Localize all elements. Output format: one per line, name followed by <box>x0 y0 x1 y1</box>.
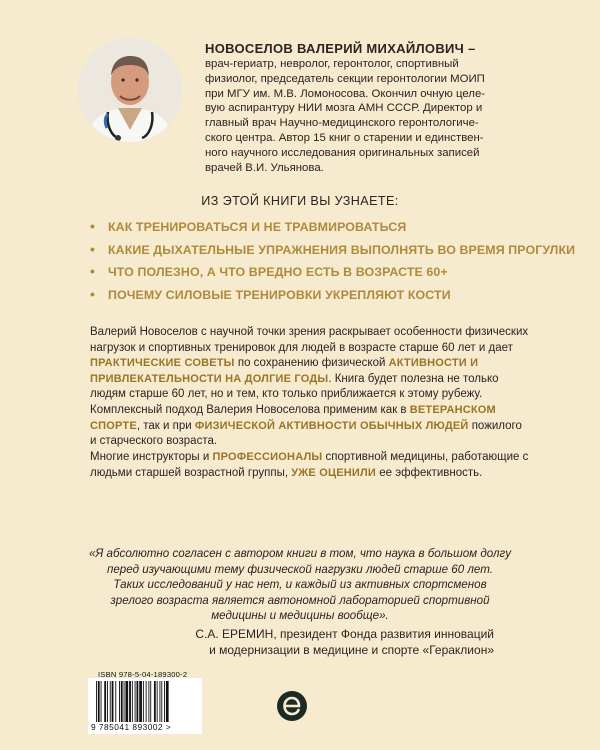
barcode-bar <box>146 681 147 722</box>
author-portrait <box>78 38 182 142</box>
author-bio-line: врач-гериатр, невролог, геронтолог, спортивный <box>205 58 459 70</box>
quote-author <box>70 626 494 658</box>
barcode-bar <box>159 681 160 722</box>
barcode-bar <box>132 681 133 722</box>
barcode-bar <box>98 681 100 722</box>
learn-item-text: ЧТО ПОЛЕЗНО, А ЧТО ВРЕДНО ЕСТЬ В ВОЗРАСТЕ 60+ <box>108 265 448 279</box>
learn-heading: ИЗ ЭТОЙ КНИГИ ВЫ УЗНАЕТЕ: <box>201 194 399 208</box>
description-paragraph <box>90 450 530 481</box>
barcode-bar <box>143 681 144 722</box>
barcode-bar <box>110 681 111 722</box>
barcode-bar <box>135 681 136 722</box>
author-photo <box>78 38 182 142</box>
publisher-logo-icon <box>276 690 308 722</box>
quote-author-line: С.А. ЕРЕМИН, президент Фонда развития инноваций <box>195 627 494 641</box>
barcode-bar <box>115 681 116 722</box>
highlight-text: ФИЗИЧЕСКОЙ АКТИВНОСТИ ОБЫЧНЫХ ЛЮДЕЙ <box>194 419 469 432</box>
author-bio-line: физиолог, председатель секции геронтологии МОИП <box>205 72 485 85</box>
paragraph-text: Комплексный подход Валерия Новоселова применим как в <box>90 404 410 416</box>
quote-line: зрелого возраста является автономной лабораторией спортивной <box>110 593 490 607</box>
highlight-text: ВЕТЕРАНСКОМ СПОРТЕ <box>90 404 496 432</box>
quote-line: медицины и медицины вообще». <box>211 609 389 623</box>
highlight-text: УЖЕ ОЦЕНИЛИ <box>291 466 377 479</box>
bullet-icon: • <box>90 263 96 279</box>
author-bio <box>205 57 525 175</box>
barcode-bar <box>154 681 156 722</box>
learn-item <box>90 219 560 242</box>
barcode-digits: 9 785041 893002 > <box>91 722 172 732</box>
barcode-bar <box>129 681 131 722</box>
barcode-bar <box>166 681 169 722</box>
barcode-bar <box>136 681 138 722</box>
barcode-bar <box>104 681 106 722</box>
description-paragraph <box>90 403 530 450</box>
author-bio-line: при МГУ им. М.В. Ломоносова. Окончил очную целе- <box>205 87 486 100</box>
barcode-bar <box>125 681 128 722</box>
highlight-text: АКТИВНОСТИ И ПРИВЛЕКАТЕЛЬНОСТИ НА ДОЛГИЕ ГОДЫ <box>90 357 479 385</box>
paragraph-text: спортивной медицины, работающие с людьми старшей возрастной группы, <box>90 451 529 479</box>
barcode-bar <box>96 681 97 722</box>
highlight-text: ПРОФЕССИОНАЛЫ <box>212 451 323 463</box>
learn-item <box>90 264 560 287</box>
author-bio-line: ного научного исследования оригинальных записей <box>205 146 480 159</box>
paragraph-text: . Книга будет полезна не только людям старше 60 лет, но и тем, кто только приближается к этому рубежу. <box>90 372 499 401</box>
author-bio-line: главный врач Научно-медицинского геронтологиче- <box>205 117 479 130</box>
paragraph-text: Многие инструкторы и <box>90 451 213 463</box>
learn-item-text: ПОЧЕМУ СИЛОВЫЕ ТРЕНИРОВКИ УКРЕПЛЯЮТ КОСТИ <box>108 287 451 302</box>
bullet-icon: • <box>90 218 96 234</box>
quote-line: «Я абсолютно согласен с автором книги в том, что наука в большом долгу <box>88 547 511 560</box>
quote-line: перед изучающими тему физической нагрузки людей старше 60 лет. <box>106 562 493 576</box>
author-bio-line: врачей В.И. Ульянова. <box>205 161 324 174</box>
paragraph-text: по сохранению физической <box>234 357 389 370</box>
paragraph-text: Валерий Новоселов с научной точки зрения раскрывает особенности физических нагрузок и спортивных тренировок для людей в возрасте старше 60 лет и дает <box>90 326 529 354</box>
barcode-bar <box>161 681 162 722</box>
barcode-bar <box>150 681 151 722</box>
paragraph-text: ее эффективность. <box>376 466 483 479</box>
quote-author-line: и модернизации в медицине и спорте «Гераклион» <box>209 643 494 657</box>
barcode-bar <box>119 681 120 722</box>
learn-item <box>90 240 576 265</box>
learn-list <box>90 218 576 309</box>
highlight-text: ПРАКТИЧЕСКИЕ СОВЕТЫ <box>90 357 235 370</box>
author-name: НОВОСЕЛОВ ВАЛЕРИЙ МИХАЙЛОВИЧ – <box>205 41 476 56</box>
quote-line: Таких исследований у нас нет, и каждый из активных спортсменов <box>113 578 487 592</box>
barcode-bar <box>148 681 149 722</box>
paragraph-text: , так и при <box>136 419 195 432</box>
barcode-icon <box>96 681 196 722</box>
barcode-bar <box>112 681 114 722</box>
author-bio-line: вую аспирантуру НИИ мозга АМН СССР. Директор и <box>205 102 483 115</box>
barcode-bar <box>124 681 125 722</box>
barcode-bar <box>107 681 108 722</box>
learn-item-text: КАК ТРЕНИРОВАТЬСЯ И НЕ ТРАВМИРОВАТЬСЯ <box>108 220 407 234</box>
author-bio-line: ского центра. Автор 15 книг о старении и единствен- <box>205 131 484 144</box>
barcode-bar <box>121 681 123 722</box>
bullet-icon: • <box>90 285 96 302</box>
testimonial-quote <box>70 546 530 624</box>
barcode-bar <box>157 681 158 722</box>
paragraph-text: пожилого и старческого возраста. <box>90 419 522 448</box>
description-paragraph <box>90 325 530 403</box>
barcode-bar <box>101 681 102 722</box>
barcode-bar <box>139 681 142 722</box>
bullet-icon: • <box>90 240 96 257</box>
barcode-bar <box>164 681 165 722</box>
isbn-label: ISBN 978-5-04-189300-2 <box>98 670 188 679</box>
learn-item-text: КАКИЕ ДЫХАТЕЛЬНЫЕ УПРАЖНЕНИЯ ВЫПОЛНЯТЬ ВО ВРЕМЯ ПРОГУЛКИ <box>108 242 576 257</box>
learn-item <box>90 287 560 310</box>
